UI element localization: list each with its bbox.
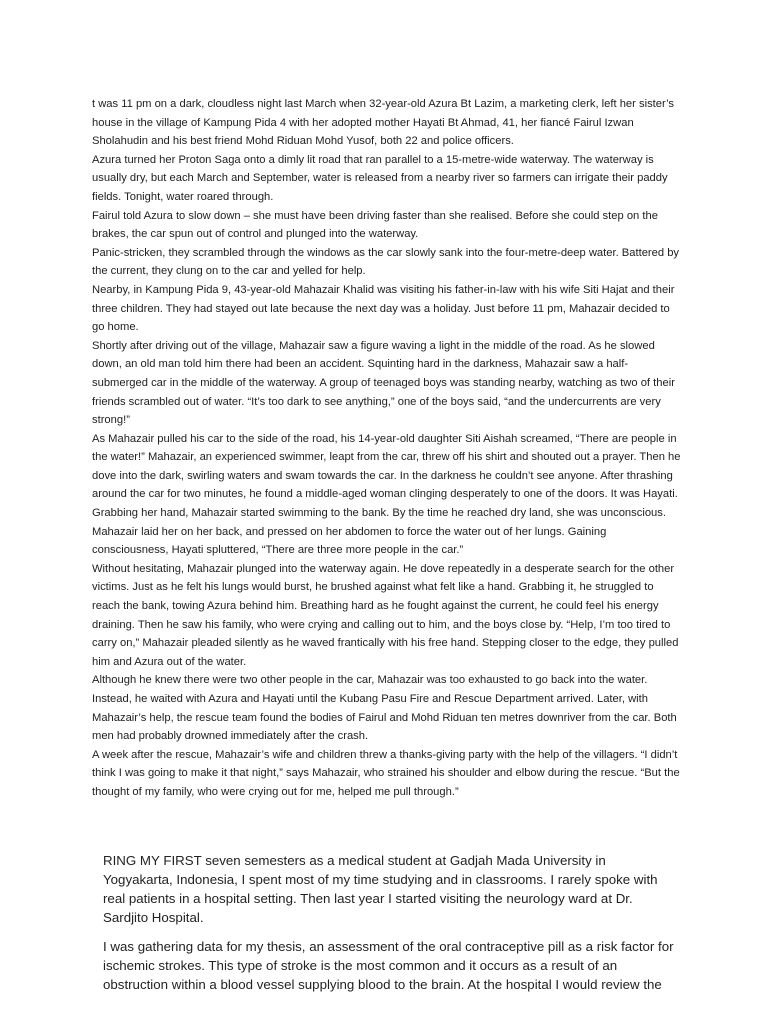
paragraph: Shortly after driving out of the village, Mahazair saw a figure waving a light in the middle of the road. As he slowed down, an old man told him there had been an accident. Squinting hard in the darkness, Mahazair saw a half-submerged car in the middle of the waterway. A group of teenaged boys was standing nearby, watching as two of their friends scrambled out of water. “It’s too dark to see anything,” one of the boys said, “and the undercurrents are very strong!”	[92, 339, 675, 427]
story-medical-student	[103, 851, 678, 1004]
paragraph: I was gathering data for my thesis, an assessment of the oral contraceptive pill as a risk factor for ischemic strokes. This type of stroke is the most common and it occurs as a result of an obstruction within a blood vessel supplying blood to the brain. At the hospital I would review the	[103, 939, 674, 992]
paragraph: A week after the rescue, Mahazair’s wife and children threw a thanks-giving party with the help of the villagers. “I didn’t think I was going to make it that night,” says Mahazair, who strained his shoulder and elbow during the rescue. “But the thought of my family, who were crying out for me, helped me pull through.”	[92, 748, 680, 798]
paragraph: t was 11 pm on a dark, cloudless night last March when 32-year-old Azura Bt Lazim, a marketing clerk, left her sister’s house in the village of Kampung Pida 4 with her adopted mother Hayati Bt Ahmad, 41, her fiancé Fairul Izwan Sholahudin and his best friend Mohd Riduan Mohd Yusof, both 22 and police officers.	[92, 98, 675, 148]
paragraph: Without hesitating, Mahazair plunged into the waterway again. He dove repeatedly in a desperate search for the other victims. Just as he felt his lungs would burst, he brushed against what felt like a hand. Grabbing it, he struggled to reach the bank, towing Azura behind him. Breathing hard as he fought against the current, he could feel his energy draining. Then he saw his family, who were crying and calling out to him, and the boys close by. “Help, I’m too tired to carry on,” Mahazair pleaded silently as he waved frantically with his free hand. Stepping closer to the edge, they pulled him and Azura out of the water.	[92, 562, 679, 668]
paragraph: As Mahazair pulled his car to the side of the road, his 14-year-old daughter Siti Aishah screamed, “There are people in the water!” Mahazair, an experienced swimmer, leapt from the car, threw off his shirt and shouted out a prayer. Then he dove into the dark, swirling waters and swam towards the car. In the darkness he couldn’t see anyone. After thrashing around the car for two minutes, he found a middle-aged woman clinging desperately to one of the doors. It was Hayati.	[92, 432, 681, 501]
paragraph: RING MY FIRST seven semesters as a medical student at Gadjah Mada University in Yogyakarta, Indonesia, I spent most of my time studying and in classrooms. I rarely spoke with real patients in a hospital setting. Then last year I started visiting the neurology ward at Dr. Sardjito Hospital.	[103, 853, 658, 925]
paragraph: Azura turned her Proton Saga onto a dimly lit road that ran parallel to a 15-metre-wide waterway. The waterway is usually dry, but each March and September, water is released from a nearby river so farmers can irrigate their paddy fields. Tonight, water roared through.	[92, 153, 668, 203]
paragraph: Nearby, in Kampung Pida 9, 43-year-old Mahazair Khalid was visiting his father-in-law with his wife Siti Hajat and their three children. They had stayed out late because the next day was a holiday. Just before 11 pm, Mahazair decided to go home.	[92, 283, 675, 334]
paragraph: Although he knew there were two other people in the car, Mahazair was too exhausted to go back into the water. Instead, he waited with Azura and Hayati until the Kubang Pasu Fire and Rescue Department arrived. Later, with Mahazair’s help, the rescue team found the bodies of Fairul and Mohd Riduan ten metres downriver from the car. Both men had probably drowned immediately after the crash.	[92, 674, 677, 743]
paragraph: Fairul told Azura to slow down – she must have been driving faster than she realised. Before she could step on the brakes, the car spun out of control and plunged into the waterway.	[92, 209, 658, 241]
story-rescue	[92, 95, 682, 802]
paragraph: Grabbing her hand, Mahazair started swimming to the bank. By the time he reached dry land, she was unconscious. Mahazair laid her on her back, and pressed on her abdomen to force the water out of her lungs. Gaining consciousness, Hayati spluttered, “There are three more people in the car.”	[92, 507, 666, 557]
paragraph: Panic-stricken, they scrambled through the windows as the car slowly sank into the four-metre-deep water. Battered by the current, they clung on to the car and yelled for help.	[92, 246, 680, 278]
